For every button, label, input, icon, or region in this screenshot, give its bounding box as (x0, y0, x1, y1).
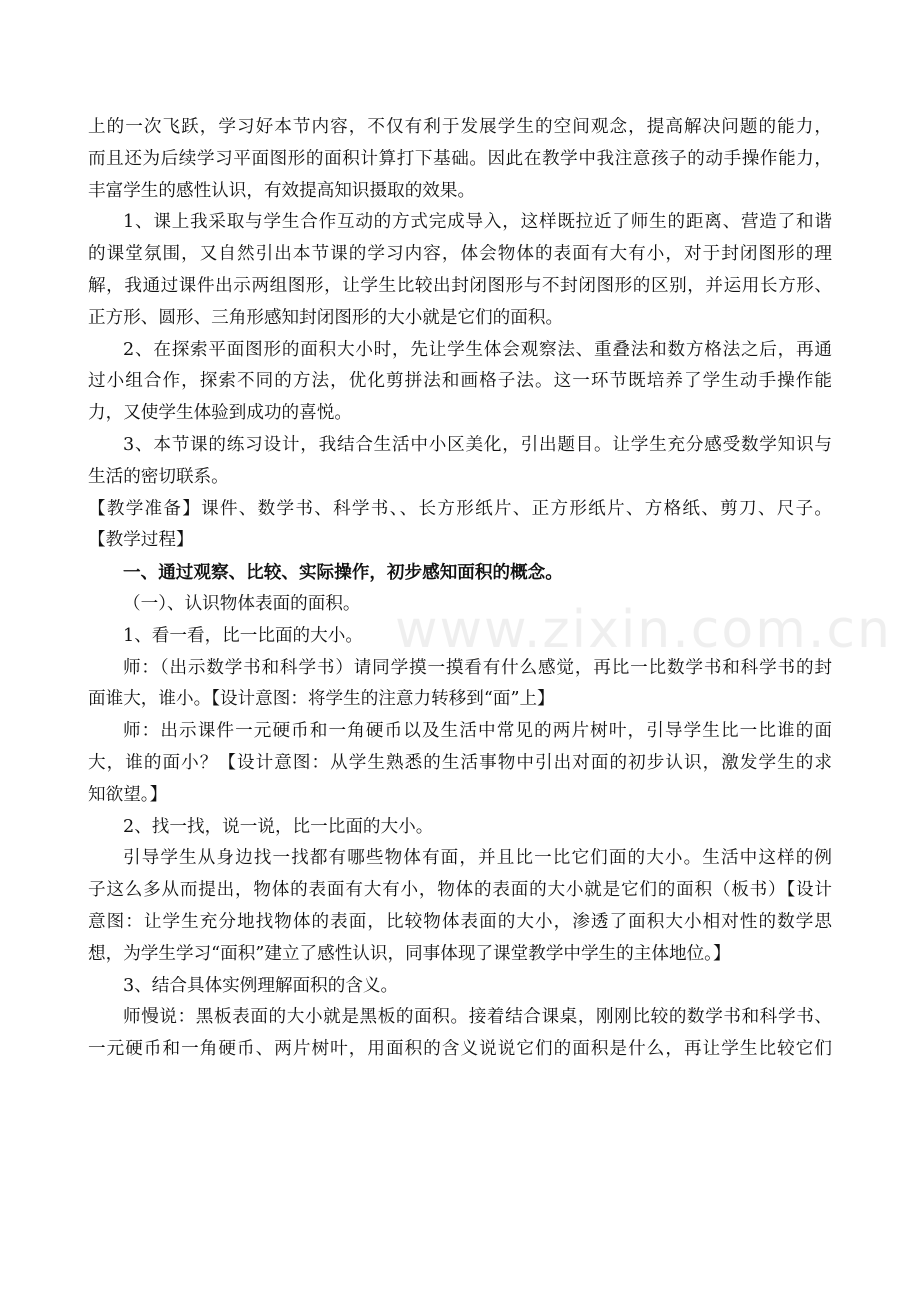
watermark: www.zixin.com.cn (395, 600, 892, 660)
paragraph-line: 过小组合作，探索不同的方法，优化剪拼法和画格子法。这一环节既培养了学生动手操作能 (88, 371, 832, 392)
paragraph-line: 师：（出示数学书和科学书）请同学摸一摸看有什么感觉，再比一比数学书和科学书的封 (123, 657, 832, 678)
paragraph-line: 大，谁的面小？【设计意图：从学生熟悉的生活事物中引出对面的初步认识，激发学生的求 (88, 752, 832, 773)
paragraph-line: 而且还为后续学习平面图形的面积计算打下基础。因此在教学中我注意孩子的动手操作能力， (88, 148, 832, 169)
paragraph-line: 解，我通过课件出示两组图形，让学生比较出封闭图形与不封闭图形的区别，并运用长方形、 (88, 275, 832, 296)
paragraph-line: 师：出示课件一元硬币和一角硬币以及生活中常见的两片树叶，引导学生比一比谁的面 (123, 721, 832, 742)
document-page (88, 112, 832, 1066)
paragraph-line: 意图：让学生充分地找物体的表面，比较物体表面的大小，渗透了面积大小相对性的数学思 (88, 911, 832, 932)
paragraph-line: 丰富学生的感性认识，有效提高知识摄取的效果。 (88, 180, 476, 201)
paragraph-line: 子这么多从而提出，物体的表面有大有小，物体的表面的大小就是它们的面积（板书）【设计 (88, 880, 832, 901)
paragraph-line: 师慢说：黑板表面的大小就是黑板的面积。接着结合课桌，刚刚比较的数学书和科学书、 (123, 1007, 832, 1028)
paragraph-line: 面谁大，谁小。【设计意图：将学生的注意力转移到“面”上】 (88, 689, 555, 710)
paragraph-line: 生活的密切联系。 (88, 466, 229, 487)
paragraph-line: 2、在探索平面图形的面积大小时，先让学生体会观察法、重叠法和数方格法之后，再通 (123, 339, 832, 360)
paragraph-line: 正方形、圆形、三角形感知封闭图形的大小就是它们的面积。 (88, 307, 564, 328)
teaching-preparation: 【教学准备】课件、数学书、科学书、、长方形纸片、正方形纸片、方格纸、剪刀、尺子。 (88, 498, 832, 519)
paragraph-line: 上的一次飞跃，学习好本节内容，不仅有利于发展学生的空间观念，提高解决问题的能力， (88, 117, 832, 137)
paragraph-line: 1、课上我采取与学生合作互动的方式完成导入，这样既拉近了师生的距离、营造了和谐 (123, 212, 832, 233)
step-heading: 2、找一找，说一说，比一比面的大小。 (123, 816, 434, 837)
paragraph-line: 的课堂氛围，又自然引出本节课的学习内容，体会物体的表面有大有小，对于封闭图形的理 (88, 244, 832, 265)
section-heading: 一、通过观察、比较、实际操作，初步感知面积的概念。 (123, 562, 563, 584)
step-heading: 3、结合具体实例理解面积的含义。 (123, 975, 399, 996)
paragraph-line: 想，为学生学习“面积”建立了感性认识，同事体现了课堂教学中学生的主体地位。】 (88, 943, 731, 964)
teaching-process-heading: 【教学过程】 (88, 530, 194, 551)
subsection-heading: （一）、认识物体表面的面积。 (123, 593, 361, 614)
paragraph-line: 一元硬币和一角硬币、两片树叶，用面积的含义说说它们的面积是什么，再让学生比较它们 (88, 1039, 832, 1060)
paragraph-line: 3、本节课的练习设计，我结合生活中小区美化，引出题目。让学生充分感受数学知识与 (123, 434, 832, 455)
paragraph-line: 引导学生从身边找一找都有哪些物体有面，并且比一比它们面的大小。生活中这样的例 (123, 848, 832, 869)
paragraph-line: 力，又使学生体验到成功的喜悦。 (88, 403, 352, 424)
step-heading: 1、看一看，比一比面的大小。 (123, 625, 363, 646)
paragraph-line: 知欲望。】 (88, 784, 168, 805)
